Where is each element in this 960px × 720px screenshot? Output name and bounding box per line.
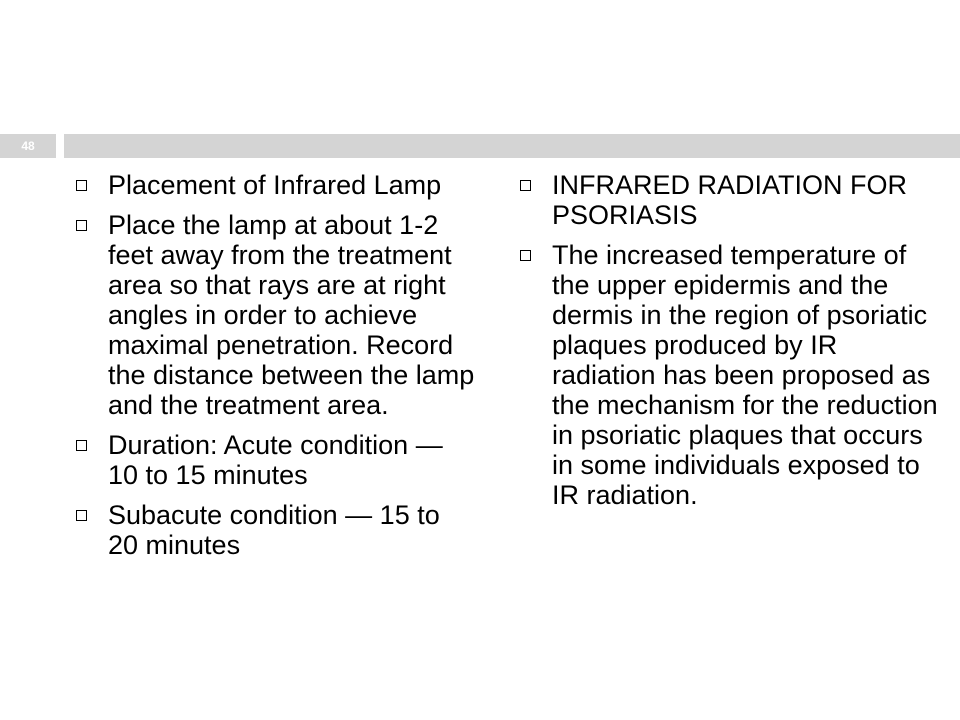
left-column [76,170,476,570]
bullet-item [76,170,476,200]
bullet-item [76,430,476,490]
header-strip [64,134,960,158]
bullet-text: Place the lamp at about 1-2 feet away from the treatment area so that rays are at right angles in order to achieve maximal penetration. Record the distance between the lamp and the treatment area. [108,210,475,420]
bullet-text: The increased temperature of the upper epidermis and the dermis in the region of psoriatic plaques produced by IR radiation has been proposed as the mechanism for the reduction in psoriatic plaques that occurs in some individuals exposed to IR radiation. [552,240,938,510]
bullet-item [76,500,476,560]
bullet-item [520,240,940,510]
square-bullet-icon [76,440,87,451]
square-bullet-icon [520,250,531,261]
square-bullet-icon [76,220,87,231]
bullet-text: Duration: Acute condition — 10 to 15 minutes [108,430,443,490]
page-number: 48 [21,139,35,153]
square-bullet-icon [76,510,87,521]
square-bullet-icon [76,180,87,191]
square-bullet-icon [520,180,531,191]
right-column [520,170,940,520]
bullet-item [520,170,940,230]
bullet-text: Subacute condition — 15 to 20 minutes [108,500,440,560]
bullet-text: INFRARED RADIATION FOR PSORIASIS [552,170,908,230]
bullet-item [76,210,476,420]
page-number-box [0,134,56,158]
bullet-text: Placement of Infrared Lamp [108,170,442,200]
